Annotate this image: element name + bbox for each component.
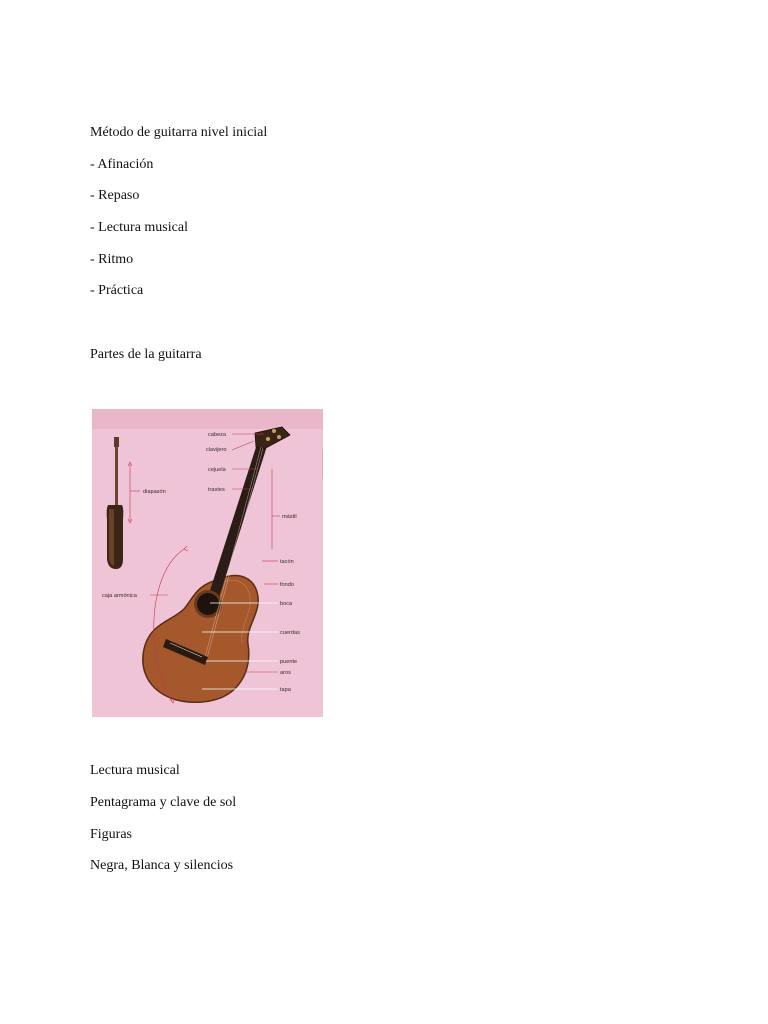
section-heading-reading: Lectura musical [90,763,180,778]
label-trastes: trastes [208,487,225,493]
document-title: Método de guitarra nivel inicial [90,125,268,140]
reading-item-figuras: Figuras [90,827,132,842]
topic-item-practica: - Práctica [90,283,144,298]
topic-item-repaso: - Repaso [90,188,140,203]
section-heading-guitar-parts: Partes de la guitarra [90,347,202,362]
label-cejuela: cejuela [208,467,226,473]
topic-item-afinacion: - Afinación [90,157,154,172]
guitar-diagram [92,409,323,717]
label-mastil: mástil [282,514,297,520]
label-diapason: diapasón [143,489,166,495]
label-tapa: tapa [280,687,291,693]
label-tacon: tacón [280,559,294,565]
guitar-parts-figure [92,409,323,717]
label-clavijero: clavijero [206,447,227,453]
reading-item-pentagrama: Pentagrama y clave de sol [90,795,237,810]
topic-item-lectura: - Lectura musical [90,220,188,235]
label-aros: aros [280,670,291,676]
label-cuerdas: cuerdas [280,630,300,636]
label-boca: boca [280,601,293,607]
figure-header-band [92,409,323,429]
label-puente: puente [280,659,298,665]
label-fondo: fondo [280,582,294,588]
topic-item-ritmo: - Ritmo [90,252,134,267]
reading-item-negra-blanca: Negra, Blanca y silencios [90,858,234,873]
label-cabeza: cabeza [208,432,227,438]
label-caja-armonica: caja armónica [102,593,137,599]
